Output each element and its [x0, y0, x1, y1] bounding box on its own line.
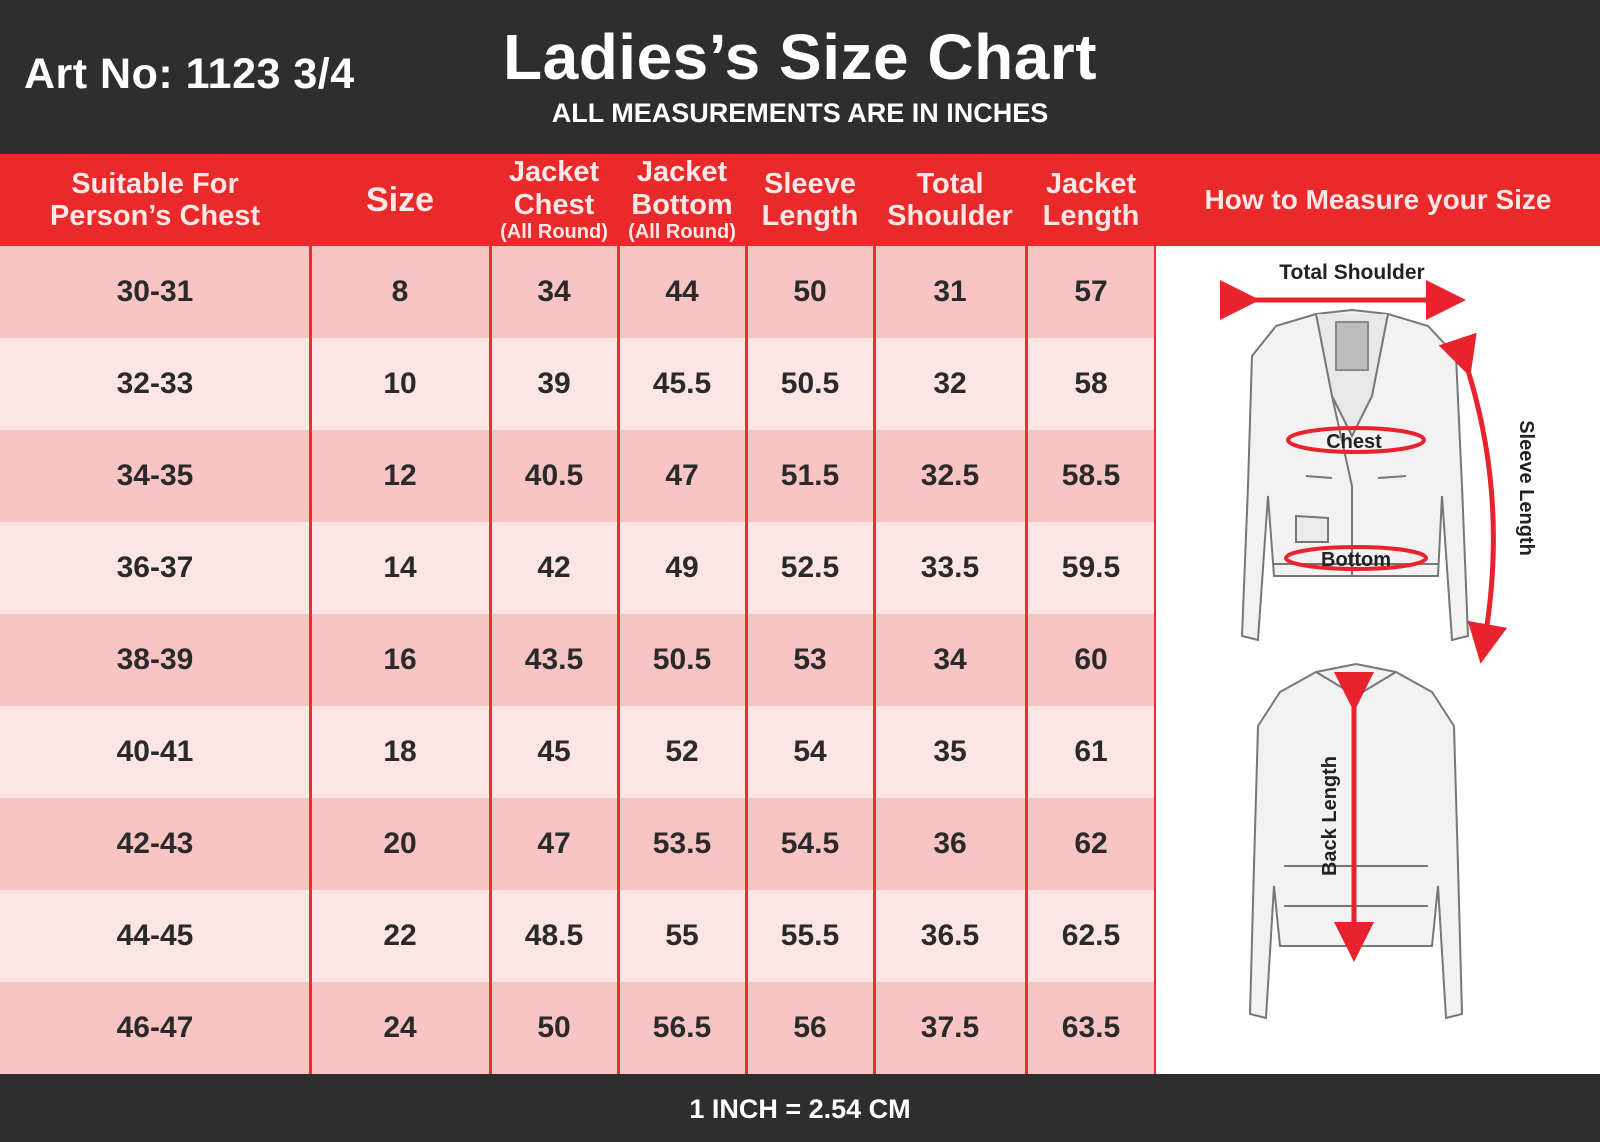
- table-cell-jacket-chest: 43.5: [524, 643, 584, 676]
- column-header-size: [310, 154, 490, 246]
- table-cell-total-shoulder: 32: [933, 367, 967, 400]
- table-cell-size: 20: [383, 827, 417, 860]
- column-divider: [1025, 246, 1028, 1074]
- column-header-person-chest: [0, 154, 310, 246]
- table-cell-jacket-chest: 39: [537, 367, 571, 400]
- table-row: [0, 706, 1156, 798]
- article-number: Art No: 1123 3/4: [24, 50, 355, 98]
- table-row: [0, 798, 1156, 890]
- table-cell-person-chest: 40-41: [116, 735, 194, 768]
- table-cell-person-chest: 32-33: [116, 367, 194, 400]
- column-divider: [617, 246, 620, 1074]
- column-header-line: Chest: [513, 188, 595, 221]
- table-cell-sleeve-length: 51.5: [780, 459, 840, 492]
- column-header-line: Person’s Chest: [49, 200, 261, 232]
- chest-label: Chest: [1326, 431, 1382, 453]
- column-header-how-to-measure: [1156, 154, 1600, 246]
- sleeve-length-label: Sleeve Length: [1515, 420, 1537, 556]
- table-cell-jacket-bottom: 50.5: [652, 643, 712, 676]
- column-header-note: (All Round): [500, 221, 608, 244]
- table-cell-person-chest: 30-31: [116, 275, 194, 308]
- column-header-jacket-length: [1026, 154, 1156, 246]
- table-cell-total-shoulder: 36: [933, 827, 967, 860]
- table-cell-jacket-bottom: 45.5: [652, 367, 712, 400]
- column-divider: [745, 246, 748, 1074]
- table-cell-jacket-length: 63.5: [1061, 1011, 1121, 1044]
- table-cell-size: 14: [383, 551, 417, 584]
- table-cell-size: 24: [383, 1011, 417, 1044]
- table-cell-jacket-chest: 40.5: [524, 459, 584, 492]
- table-cell-jacket-bottom: 44: [665, 275, 699, 308]
- column-divider: [873, 246, 876, 1074]
- footer-band: [0, 1074, 1600, 1142]
- column-header-note: (All Round): [628, 221, 736, 244]
- table-cell-size: 18: [383, 735, 417, 768]
- jacket-illustration: [1156, 246, 1600, 1074]
- column-header-line: Length: [1042, 200, 1140, 232]
- table-cell-total-shoulder: 37.5: [920, 1011, 980, 1044]
- table-cell-jacket-bottom: 55: [665, 919, 699, 952]
- table-header-row: [0, 154, 1600, 246]
- table-row: [0, 246, 1156, 338]
- table-cell-jacket-chest: 50: [537, 1011, 571, 1044]
- column-header-line: Total: [916, 167, 984, 200]
- table-cell-sleeve-length: 53: [793, 643, 827, 676]
- table-cell-jacket-length: 58.5: [1061, 459, 1121, 492]
- table-row: [0, 614, 1156, 706]
- table-cell-jacket-length: 58: [1074, 367, 1108, 400]
- column-divider: [489, 246, 492, 1074]
- back-length-label: Back Length: [1319, 755, 1341, 877]
- measurement-diagram: [1156, 246, 1600, 1074]
- total-shoulder-label: Total Shoulder: [1279, 261, 1425, 284]
- table-cell-total-shoulder: 34: [933, 643, 967, 676]
- table-cell-person-chest: 34-35: [116, 459, 194, 492]
- page-title: Ladies’s Size Chart: [503, 21, 1097, 93]
- table-cell-jacket-length: 62: [1074, 827, 1108, 860]
- table-row: [0, 982, 1156, 1074]
- column-header-line: Length: [761, 200, 859, 232]
- table-cell-total-shoulder: 31: [933, 275, 967, 308]
- top-header: [0, 0, 1600, 154]
- table-cell-sleeve-length: 55.5: [780, 919, 840, 952]
- table-cell-jacket-length: 62.5: [1061, 919, 1121, 952]
- table-row: [0, 338, 1156, 430]
- column-header-line: Jacket: [1045, 167, 1137, 200]
- table-row: [0, 430, 1156, 522]
- table-cell-person-chest: 44-45: [116, 919, 194, 952]
- table-cell-total-shoulder: 35: [933, 735, 967, 768]
- table-cell-jacket-chest: 45: [537, 735, 571, 768]
- table-cell-sleeve-length: 54: [793, 735, 827, 768]
- column-header-line: Bottom: [631, 188, 733, 221]
- table-cell-jacket-length: 59.5: [1061, 551, 1121, 584]
- column-header-line: Shoulder: [887, 200, 1013, 232]
- table-cell-jacket-chest: 47: [537, 827, 571, 860]
- table-cell-jacket-chest: 48.5: [524, 919, 584, 952]
- column-header-line: Sleeve: [764, 167, 856, 200]
- table-cell-jacket-chest: 42: [537, 551, 571, 584]
- table-cell-person-chest: 46-47: [116, 1011, 194, 1044]
- table-cell-sleeve-length: 54.5: [780, 827, 840, 860]
- table-cell-total-shoulder: 32.5: [920, 459, 980, 492]
- table-cell-jacket-bottom: 52: [665, 735, 699, 768]
- table-cell-sleeve-length: 56: [793, 1011, 827, 1044]
- table-cell-jacket-chest: 34: [537, 275, 571, 308]
- column-header-jacket-bottom: [618, 154, 746, 246]
- column-header-line: Jacket: [636, 156, 728, 189]
- table-cell-jacket-bottom: 56.5: [652, 1011, 712, 1044]
- table-cell-sleeve-length: 50.5: [780, 367, 840, 400]
- column-header-sleeve-length: [746, 154, 874, 246]
- table-cell-size: 16: [383, 643, 417, 676]
- table-cell-jacket-length: 61: [1074, 735, 1108, 768]
- table-cell-person-chest: 38-39: [116, 643, 194, 676]
- table-cell-sleeve-length: 52.5: [780, 551, 840, 584]
- table-cell-jacket-length: 57: [1074, 275, 1108, 308]
- how-to-measure-label: How to Measure your Size: [1204, 184, 1552, 216]
- table-cell-jacket-bottom: 49: [665, 551, 699, 584]
- table-cell-jacket-length: 60: [1074, 643, 1108, 676]
- sleeve-length-arrow: [1464, 358, 1493, 644]
- table-cell-total-shoulder: 36.5: [920, 919, 980, 952]
- page-subtitle: ALL MEASUREMENTS ARE IN INCHES: [551, 98, 1049, 128]
- column-header-line: Size: [365, 180, 435, 219]
- table-cell-size: 22: [383, 919, 417, 952]
- table-cell-size: 12: [383, 459, 417, 492]
- table-cell-size: 10: [383, 367, 417, 400]
- front-jacket-icon: [1242, 310, 1468, 640]
- table-cell-total-shoulder: 33.5: [920, 551, 980, 584]
- table-cell-sleeve-length: 50: [793, 275, 827, 308]
- table-cell-jacket-bottom: 53.5: [652, 827, 712, 860]
- column-header-jacket-chest: [490, 154, 618, 246]
- table-cell-person-chest: 36-37: [116, 551, 194, 584]
- table-cell-person-chest: 42-43: [116, 827, 194, 860]
- table-cell-jacket-bottom: 47: [665, 459, 699, 492]
- column-header-total-shoulder: [874, 154, 1026, 246]
- column-divider: [309, 246, 312, 1074]
- table-row: [0, 890, 1156, 982]
- table-cell-size: 8: [391, 275, 409, 308]
- table-row: [0, 522, 1156, 614]
- conversion-note: 1 INCH = 2.54 CM: [689, 1094, 911, 1124]
- column-header-line: Jacket: [508, 156, 600, 189]
- column-header-line: Suitable For: [71, 167, 239, 200]
- bottom-label: Bottom: [1321, 549, 1391, 571]
